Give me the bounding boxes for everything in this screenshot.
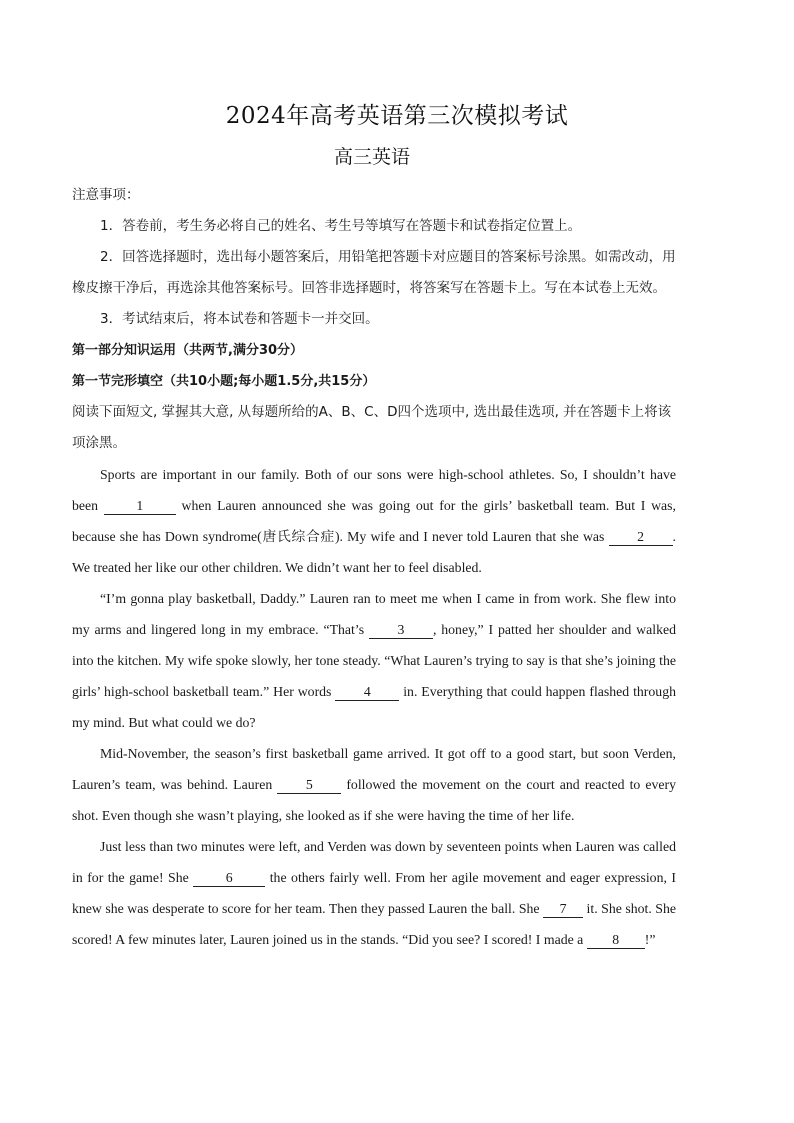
answer-blank-3: 3 bbox=[369, 622, 433, 639]
passage-text: followed the movement on the court and reacted to every shot. Even though she wasn’t playing, she looked as if she were having the time of her life. bbox=[72, 777, 676, 823]
passage-text: it. She shot. She scored! A few minutes later, Lauren joined us in the stands. “Did you see? I scored! I made a bbox=[72, 901, 676, 947]
passage-paragraph-1 bbox=[72, 459, 676, 583]
answer-blank-2: 2 bbox=[609, 529, 673, 546]
notice-item-2: 2．回答选择题时，选出每小题答案后，用铅笔把答题卡对应题目的答案标号涂黑。如需改动，用橡皮擦干净后，再选涂其他答案标号。回答非选择题时，将答案写在答题卡上。写在本试卷上无效。 bbox=[72, 249, 676, 296]
notice-item-1: 1．答卷前，考生务必将自己的姓名、考生号等填写在答题卡和试卷指定位置上。 bbox=[100, 218, 582, 234]
answer-blank-1: 1 bbox=[104, 498, 176, 515]
section-title: 第一节完形填空（共10小题;每小题1.5分,共15分） bbox=[72, 374, 376, 389]
notice-heading: 注意事项： bbox=[72, 187, 140, 203]
passage-text: !” bbox=[644, 932, 656, 947]
exam-subtitle: 高三英语 bbox=[333, 146, 410, 168]
passage-text: in. Everything that could happen flashed through my mind. But what could we do? bbox=[72, 684, 676, 730]
answer-blank-8: 8 bbox=[587, 932, 645, 949]
exam-body bbox=[72, 180, 676, 955]
notice-item-3: 3．考试结束后，将本试卷和答题卡一并交回。 bbox=[100, 311, 379, 327]
passage-paragraph-3 bbox=[72, 738, 676, 831]
passage-text: when Lauren announced she was going out for the girls’ basketball team. But I was, because she has Down syndrome(唐氏综合症). My wife and I never told Lauren that she was bbox=[72, 498, 676, 544]
answer-blank-4: 4 bbox=[335, 684, 399, 701]
passage-paragraph-2 bbox=[72, 583, 676, 738]
passage-text: , honey,” I patted her shoulder and walked into the kitchen. My wife spoke slowly, her tone steady. “What Lauren’s trying to say is that she’s joining the girls’ high-school basketball team.” Her words bbox=[72, 622, 676, 699]
exam-title: 2024年高考英语第三次模拟考试 bbox=[225, 103, 569, 129]
passage-text: . We treated her like our other children. We didn’t want her to feel disabled. bbox=[72, 529, 676, 575]
passage-paragraph-4 bbox=[72, 831, 676, 955]
answer-blank-6: 6 bbox=[193, 870, 265, 887]
passage-text: Sports are important in our family. Both of our sons were high-school athletes. So, I shouldn’t have been bbox=[72, 467, 676, 513]
answer-blank-7: 7 bbox=[543, 901, 583, 918]
part-title: 第一部分知识运用（共两节,满分30分） bbox=[72, 343, 304, 358]
passage-text: Just less than two minutes were left, and Verden was down by seventeen points when Lauren was called in for the game! She bbox=[72, 839, 676, 885]
instruction-text: 阅读下面短文, 掌握其大意, 从每题所给的A、B、C、D四个选项中, 选出最佳选项, 并在答题卡上将该项涂黑。 bbox=[72, 404, 672, 451]
answer-blank-5: 5 bbox=[277, 777, 341, 794]
passage-text: Mid-November, the season’s first basketball game arrived. It got off to a good start, but soon Verden, Lauren’s team, was behind. Lauren bbox=[72, 746, 676, 792]
passage-text: “I’m gonna play basketball, Daddy.” Lauren ran to meet me when I came in from work. She flew into my arms and lingered long in my embrace. “That’s bbox=[72, 591, 676, 637]
passage-text: the others fairly well. From her agile movement and eager expression, I knew she was desperate to score for her team. Then they passed Lauren the ball. She bbox=[72, 870, 676, 916]
